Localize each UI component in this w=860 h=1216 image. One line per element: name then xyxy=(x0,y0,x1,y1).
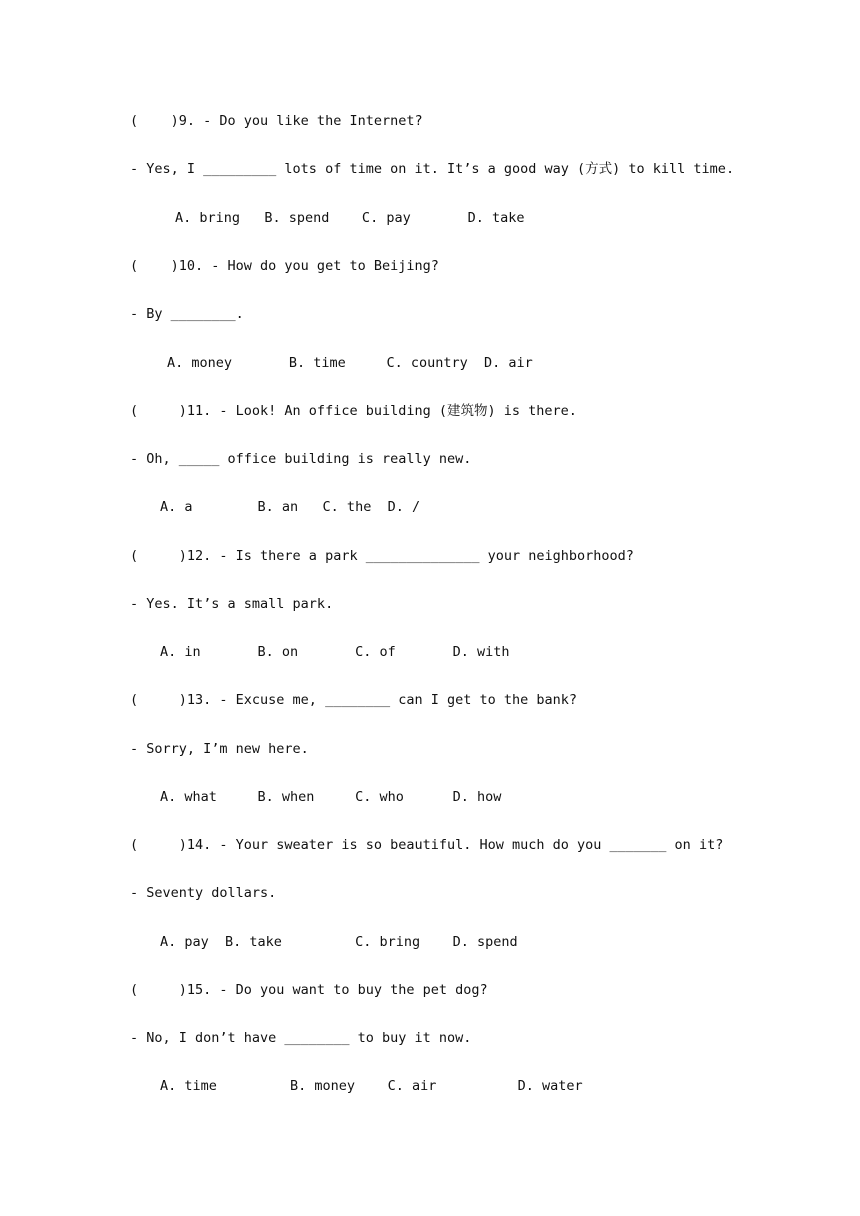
question-14-reply: - Seventy dollars. xyxy=(130,885,277,901)
question-12-options: A. in B. on C. of D. with xyxy=(160,644,510,660)
question-9-stem: ( )9. - Do you like the Internet? xyxy=(130,113,423,129)
question-14-stem: ( )14. - Your sweater is so beautiful. How much do you _______ on it? xyxy=(130,837,724,853)
question-14-options: A. pay B. take C. bring D. spend xyxy=(160,934,518,950)
question-15-stem: ( )15. - Do you want to buy the pet dog? xyxy=(130,982,488,998)
question-11-options: A. a B. an C. the D. / xyxy=(160,499,421,515)
question-11-reply: - Oh, _____ office building is really new. xyxy=(130,451,472,467)
question-15-reply: - No, I don’t have ________ to buy it now. xyxy=(130,1030,472,1046)
question-13-reply: - Sorry, I’m new here. xyxy=(130,741,309,757)
question-13-options: A. what B. when C. who D. how xyxy=(160,789,502,805)
question-10-reply: - By ________. xyxy=(130,306,244,322)
question-11-stem: ( )11. - Look! An office building (建筑物) is there. xyxy=(130,403,577,419)
question-15-options: A. time B. money C. air D. water xyxy=(160,1078,583,1094)
question-13-stem: ( )13. - Excuse me, ________ can I get to the bank? xyxy=(130,692,578,708)
question-10-options: A. money B. time C. country D. air xyxy=(167,355,533,371)
question-9-reply: - Yes, I _________ lots of time on it. It’s a good way (方式) to kill time. xyxy=(130,161,735,177)
question-12-stem: ( )12. - Is there a park ______________ your neighborhood? xyxy=(130,548,634,564)
question-12-reply: - Yes. It’s a small park. xyxy=(130,596,334,612)
question-10-stem: ( )10. - How do you get to Beijing? xyxy=(130,258,439,274)
question-9-options: A. bring B. spend C. pay D. take xyxy=(175,210,525,226)
